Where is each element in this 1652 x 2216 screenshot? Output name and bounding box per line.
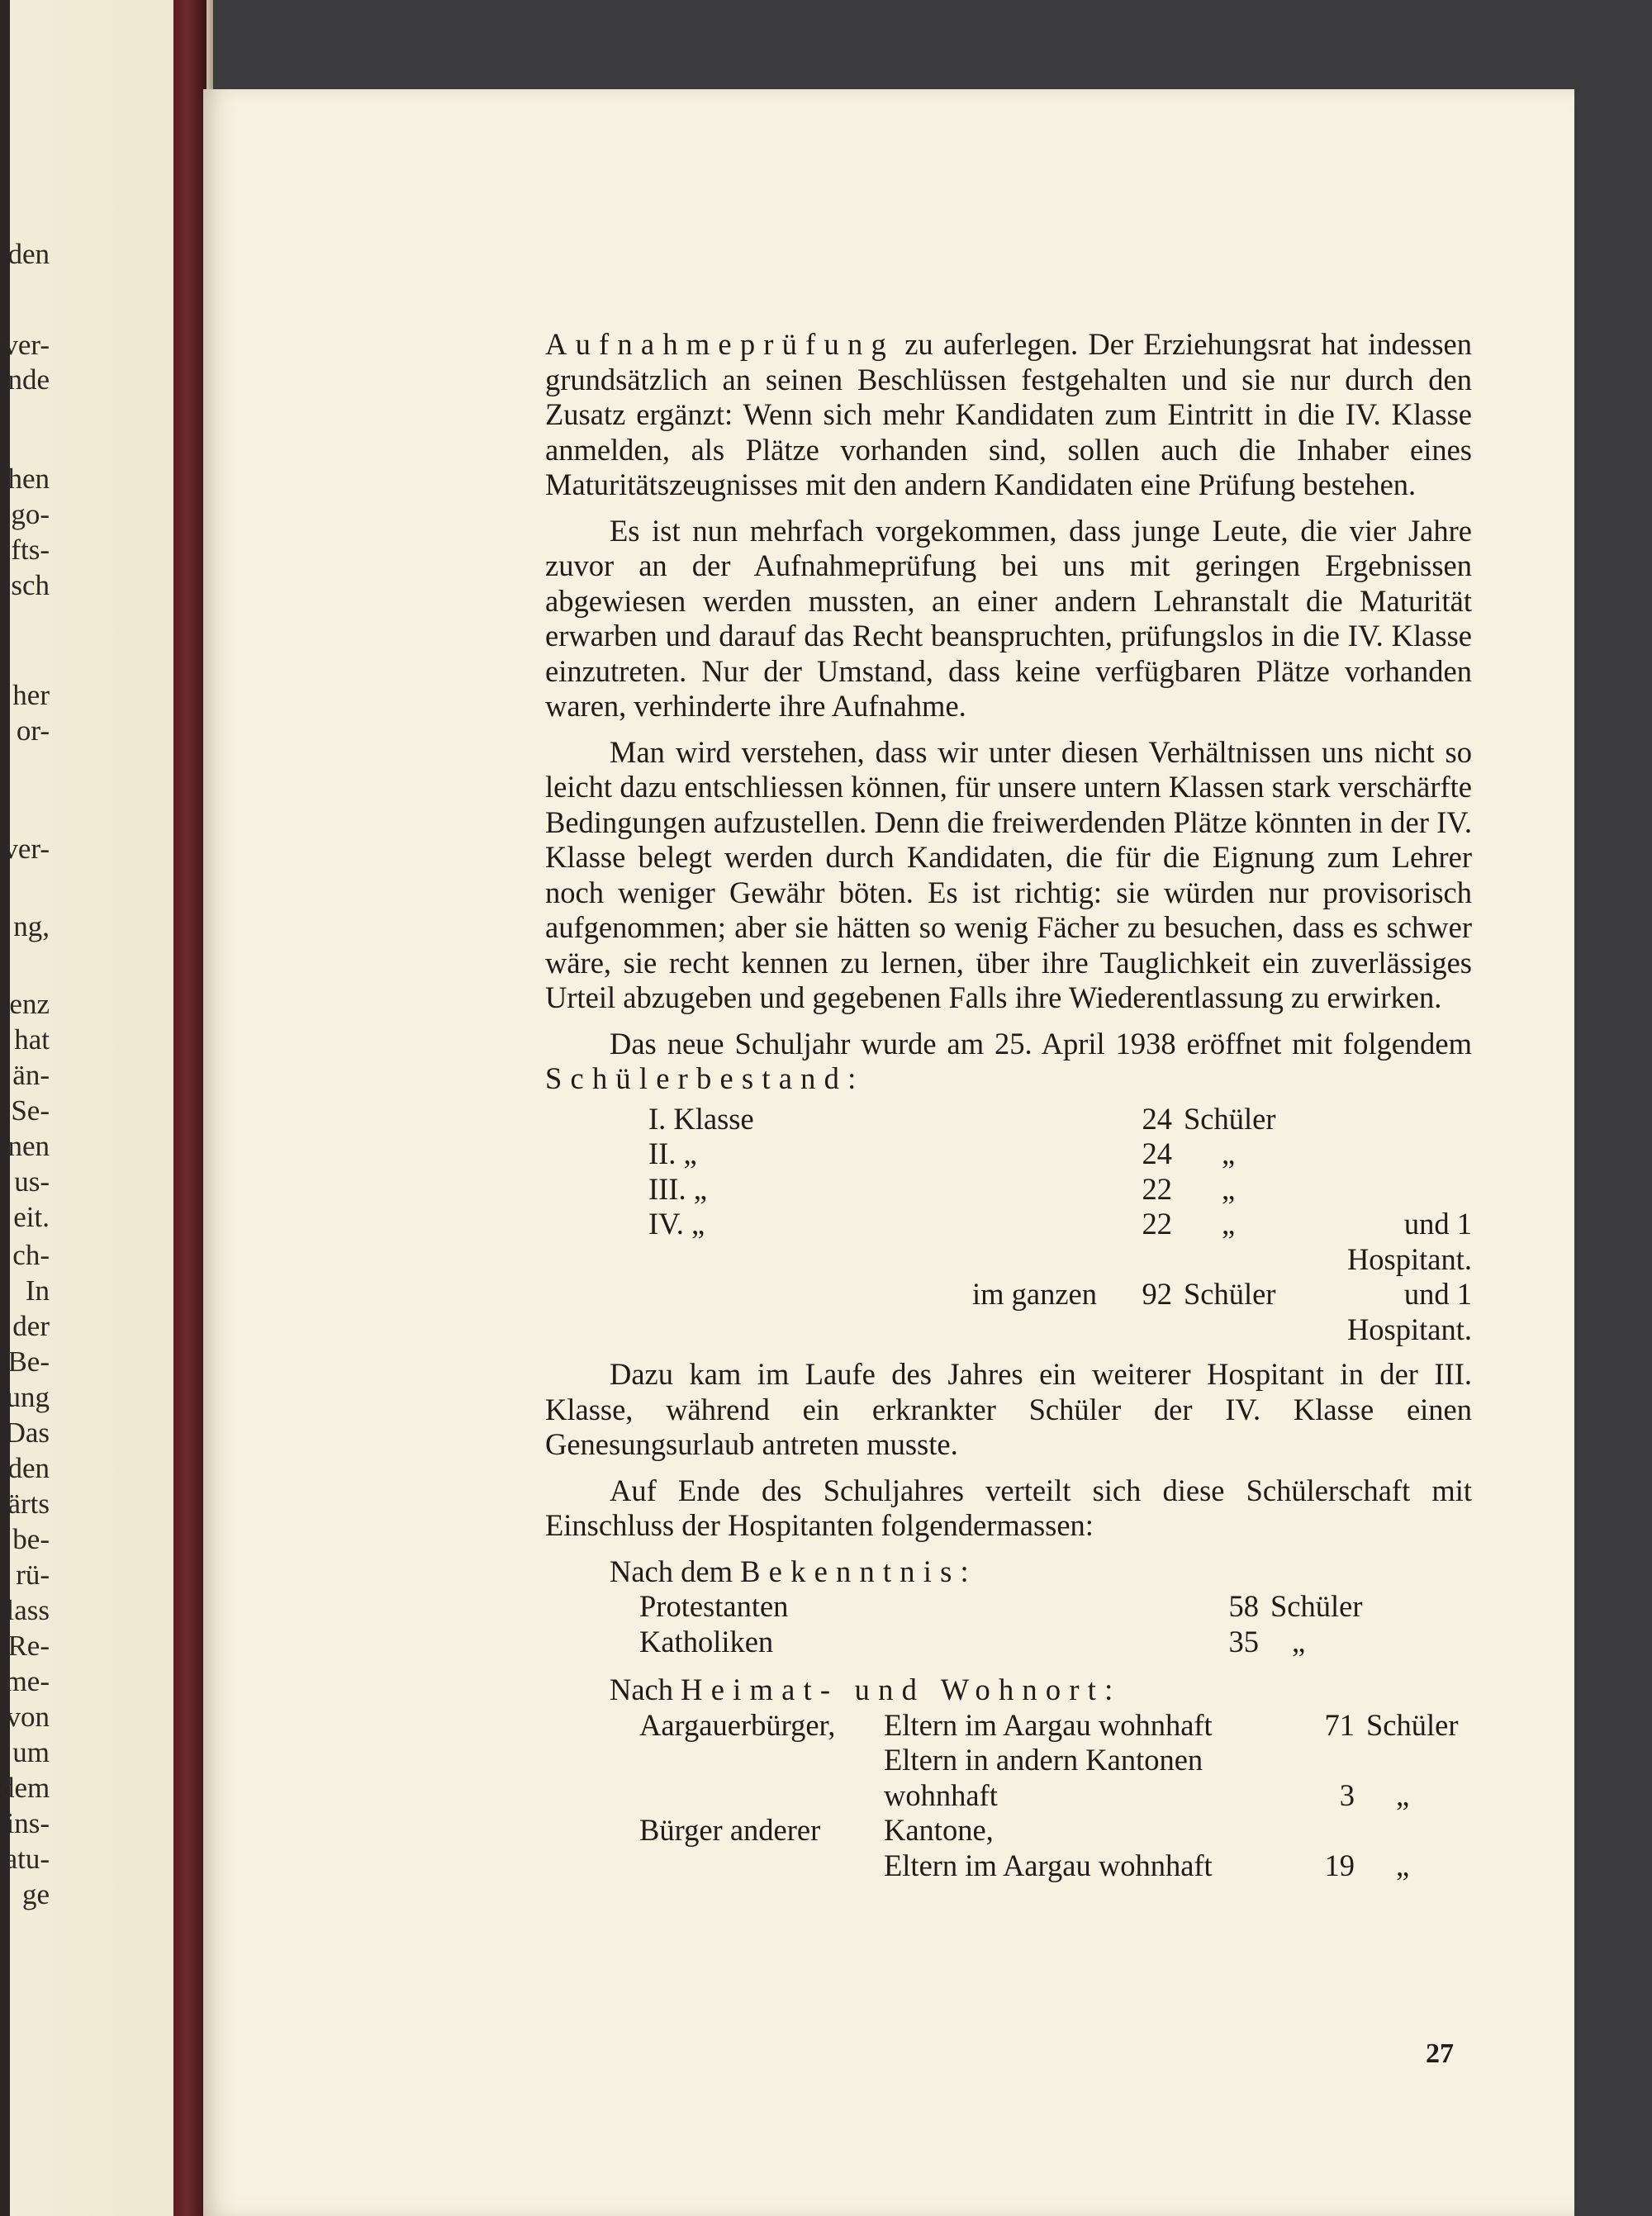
left-fragment: Be- (7, 1345, 50, 1378)
left-fragment: von (6, 1701, 50, 1733)
left-fragment: be- (12, 1523, 50, 1555)
left-fragment: fts- (11, 534, 50, 566)
left-fragment: hat (14, 1023, 50, 1056)
paragraph-3: Man wird verstehen, dass wir unter diesen Verhältnissen uns nicht so leicht dazu entschliessen können, für unsere untern Klassen stark verschärfte Bedingungen aufzustellen. Denn die freiwerdenden Plätze könnten in der IV. Klasse belegt werden durch Kandidaten, die für die Eignung zum Lehrer noch weniger Gewähr böten. Es ist richtig: sie würden nur provisorisch aufgenommen; aber sie hätten so wenig Fächer zu besuchen, dass es schwer wäre, sie recht kennen zu lernen, über ihre Tauglichkeit ein zuverlässiges Urteil abzugeben und gegebenen Falls ihre Wiederentlassung zu erwirken. (545, 734, 1472, 1014)
left-fragment: hen (7, 463, 50, 495)
table-row: I. Klasse 24 Schüler (648, 1101, 1276, 1136)
left-fragment: sch (11, 569, 50, 601)
page-text (545, 327, 1472, 1883)
left-fragment: ng, (13, 910, 50, 942)
left-fragment: den (7, 1452, 50, 1484)
table-row: III. „ 22 „ (648, 1171, 1236, 1206)
left-fragment: ärts (7, 1488, 50, 1520)
left-fragment: ins- (6, 1807, 50, 1839)
left-fragment: Das (4, 1416, 50, 1449)
page-number: 27 (1426, 2038, 1454, 2069)
left-fragment: dem (0, 1772, 50, 1804)
left-fragment: enz (9, 988, 50, 1020)
left-fragment: or- (16, 714, 50, 747)
left-fragment: ver- (3, 833, 50, 865)
table-row: II. „ 24 „ (648, 1136, 1236, 1170)
paragraph-2: Es ist nun mehrfach vorgekommen, dass junge Leute, die vier Jahre zuvor an der Aufnahmeprüfung bei uns mit geringen Ergebnissen abgewiesen werden mussten, an einer andern Lehranstalt die Maturität erwarben und darauf das Recht beanspruchten, prüfungslos in die IV. Klasse einzutreten. Nur der Umstand, dass keine verfügbaren Plätze vorhanden waren, verhinderte ihre Aufnahme. (545, 513, 1472, 723)
heimat-table (639, 1708, 1472, 1884)
left-fragment: In (25, 1274, 50, 1307)
spaced-word: Schülerbestand (545, 1061, 848, 1095)
bekenntnis-heading: Nach dem Bekenntnis: (610, 1554, 969, 1588)
left-fragment: us- (14, 1165, 50, 1198)
paragraph-1: Aufnahmeprüfung zu auferlegen. Der Erziehungsrat hat indessen grundsätzlich an seinen Beschlüssen festgehalten und sie nur durch den Zusatz ergänzt: Wenn sich mehr Kandidaten zum Eintritt in die IV. Klasse anmelden, als Plätze vorhanden sind, sollen auch die Inhaber eines Maturitätszeugnisses mit den andern Kandidaten eine Prüfung bestehen. (545, 327, 1472, 501)
left-fragment: atu- (4, 1843, 50, 1875)
table-row: wohnhaft 3 „ (884, 1777, 1410, 1812)
left-fragment: ung (6, 1381, 50, 1413)
book-page (203, 89, 1574, 2216)
left-fragment: ch- (12, 1239, 50, 1271)
left-fragment: ge (21, 1878, 50, 1910)
spaced-word: Aufnahmeprüfung (545, 327, 895, 361)
book-spine (173, 0, 206, 2216)
heimat-heading: Nach Heimat- und Wohnort: (610, 1673, 1113, 1706)
left-fragment: her (12, 679, 50, 711)
table-row: Eltern in andern Kantonen (884, 1743, 1203, 1777)
left-fragment: Se- (11, 1094, 50, 1127)
left-fragment: den (7, 238, 50, 270)
left-fragment: nen (7, 1130, 50, 1162)
klassen-table (648, 1102, 1472, 1348)
left-fragment: Re- (7, 1630, 50, 1662)
table-row: Eltern im Aargau wohnhaft 19 „ (884, 1848, 1410, 1882)
paragraph-5: Dazu kam im Laufe des Jahres ein weiterer Hospitant in der III. Klasse, während ein erkrankter Schüler der IV. Klasse einen Genesungsurlaub antreten musste. (545, 1357, 1472, 1461)
table-row: Bürger anderer Kantone, (639, 1813, 994, 1847)
left-fragment: ver- (3, 329, 50, 361)
table-row: Aargauerbürger, Eltern im Aargau wohnhaft 71 Schüler (639, 1707, 1459, 1742)
left-fragment: nde (7, 363, 50, 396)
paragraph-6: Auf Ende des Schuljahres verteilt sich diese Schülerschaft mit Einschluss der Hospitanten folgendermassen: (545, 1473, 1472, 1542)
left-fragment: rü- (16, 1559, 50, 1591)
left-fragment: der (12, 1310, 50, 1342)
left-fragment: me- (4, 1665, 50, 1697)
left-fragment: go- (11, 498, 50, 530)
bekenntnis-table (639, 1589, 1383, 1659)
left-fragment: eit. (13, 1201, 50, 1233)
table-row: Katholiken 35 „ (639, 1624, 1306, 1658)
table-total-row: im ganzen 92 Schüler und 1 Hospitant. (971, 1277, 1472, 1346)
table-row: Protestanten 58 Schüler (639, 1589, 1363, 1623)
table-row: IV. „ 22 „ und 1 Hospitant. (648, 1207, 1472, 1276)
left-fragment: än- (12, 1059, 50, 1091)
left-fragment: lass (6, 1594, 50, 1626)
left-fragment: um (12, 1736, 50, 1768)
paragraph-4: Das neue Schuljahr wurde am 25. April 1938 eröffnet mit folgendem Schülerbestand: (545, 1026, 1472, 1095)
